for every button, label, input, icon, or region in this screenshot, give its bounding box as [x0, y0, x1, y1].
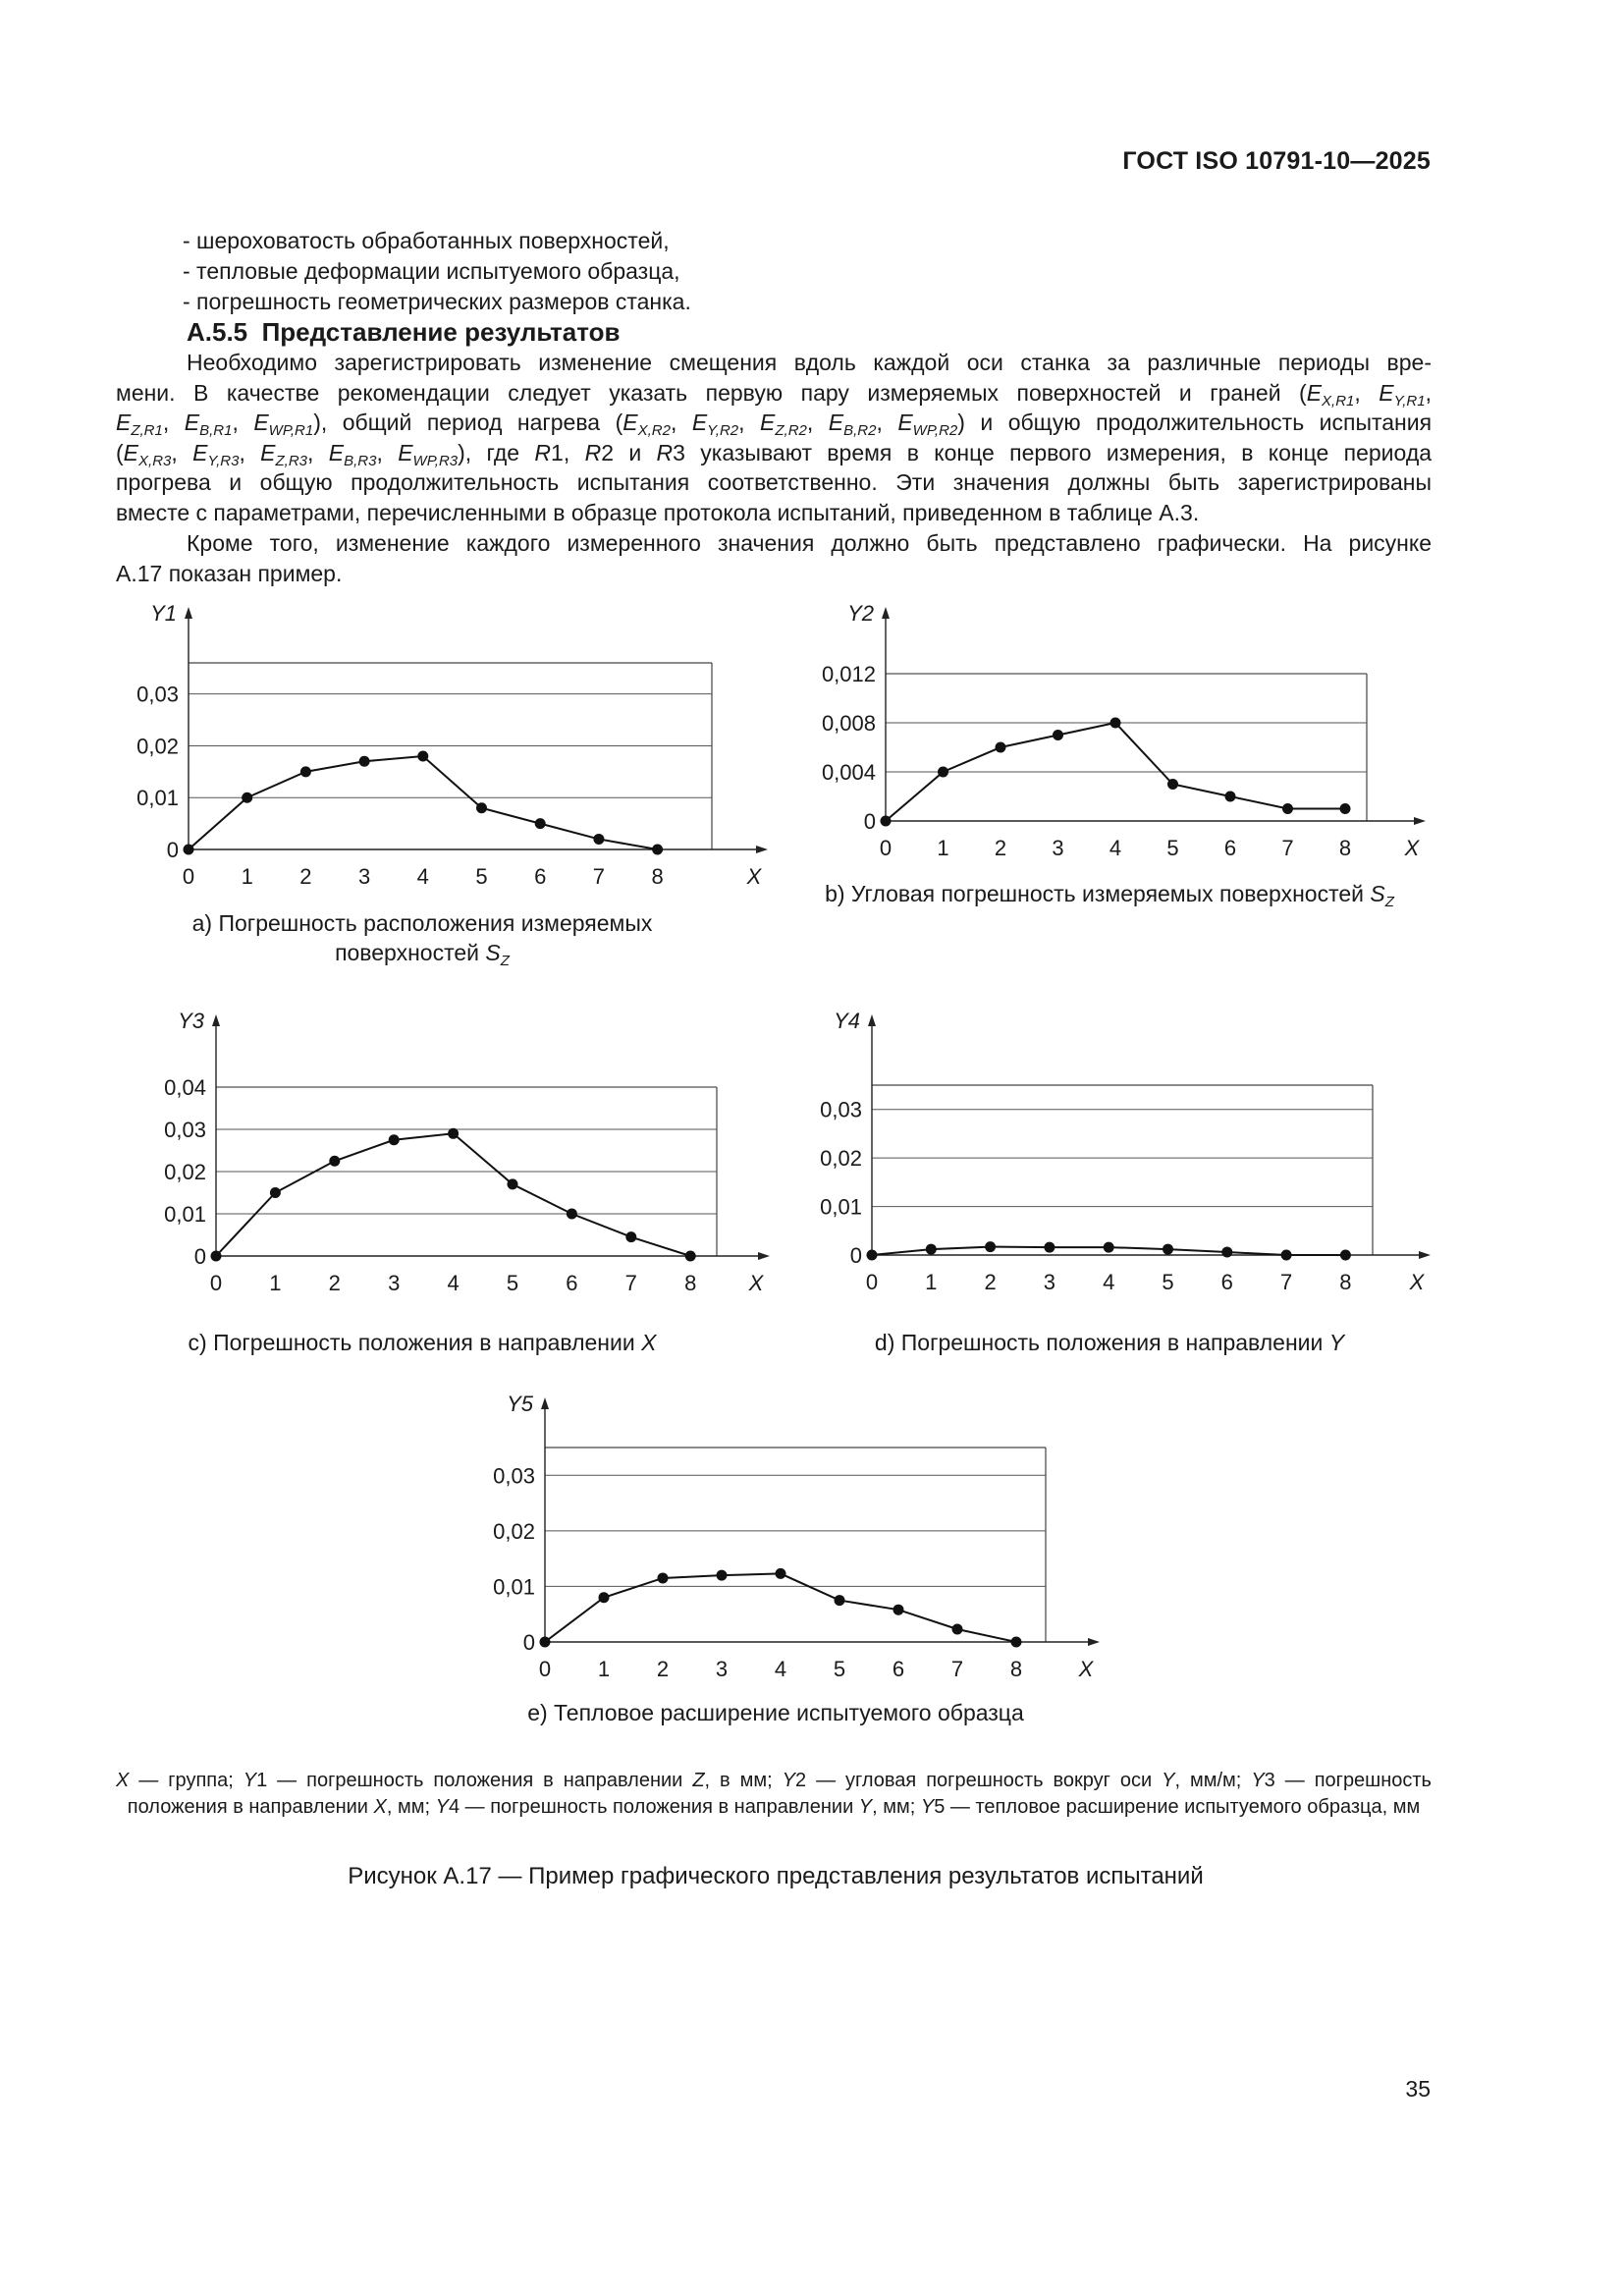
- x-axis-arrow: [1419, 1251, 1431, 1259]
- x-axis-arrow: [1414, 817, 1426, 825]
- x-tick-label: 3: [1043, 1270, 1056, 1294]
- paragraph-line: [116, 467, 1432, 498]
- y-axis-arrow: [185, 607, 192, 619]
- series-line: [189, 756, 658, 849]
- data-point: [540, 1637, 551, 1648]
- x-tick-label: 8: [684, 1271, 697, 1295]
- caption-e-text: e) Тепловое расширение испытуемого образца: [527, 1700, 1024, 1725]
- caption-b-var: S: [1370, 881, 1385, 906]
- x-tick-label: 4: [416, 864, 429, 889]
- data-point: [835, 1595, 845, 1606]
- caption-c-text: c) Погрешность положения в направлении: [188, 1330, 642, 1355]
- caption-d: [766, 1328, 1453, 1357]
- x-tick-label: 0: [538, 1657, 552, 1681]
- text-segment: E: [260, 439, 276, 465]
- text-segment: Z,R1: [131, 422, 163, 439]
- x-tick-label: 3: [1052, 836, 1064, 860]
- paragraph-line: [116, 498, 1432, 528]
- y-tick-label: 0: [849, 1243, 862, 1268]
- caption-d-var: Y: [1328, 1330, 1345, 1355]
- data-point: [1053, 730, 1063, 740]
- y-tick-label: 0,008: [821, 711, 876, 736]
- bullet-item: - шероховатость обработанных поверхностей,: [183, 228, 670, 253]
- caption-b: [766, 879, 1453, 908]
- paragraph-graphical: [116, 528, 1432, 588]
- x-tick-label: 7: [950, 1657, 964, 1681]
- text-segment: B,R1: [199, 422, 233, 439]
- bullet-list: [183, 226, 691, 317]
- text-segment: E: [123, 439, 139, 465]
- text-segment: вместе с параметрами, перечисленными в образце протокола испытаний, приведенном в таблице А.3.: [116, 499, 1200, 525]
- data-point: [1167, 779, 1178, 790]
- x-tick-label: 4: [774, 1657, 787, 1681]
- x-tick-label: 3: [388, 1271, 401, 1295]
- data-point: [952, 1623, 963, 1634]
- y-tick-label: 0: [166, 838, 179, 862]
- data-point: [985, 1241, 996, 1252]
- paragraph-line: [116, 348, 1432, 378]
- text-segment: Y: [920, 1796, 935, 1818]
- data-point: [1225, 792, 1236, 802]
- data-point: [1163, 1244, 1173, 1255]
- data-point: [300, 766, 311, 777]
- x-tick-label: 1: [937, 836, 949, 860]
- data-point: [1044, 1242, 1055, 1253]
- caption-d-text: d) Погрешность положения в направлении: [874, 1330, 1329, 1355]
- section-title: Представление результатов: [261, 317, 621, 347]
- text-segment: E: [622, 410, 638, 435]
- text-segment: X: [373, 1796, 387, 1818]
- y-tick-label: 0: [863, 809, 876, 834]
- text-segment: ) и общую продолжительность испытания: [957, 410, 1433, 435]
- data-point: [242, 793, 252, 803]
- y-tick-label: 0,012: [821, 662, 876, 686]
- text-segment: Z,R2: [775, 422, 807, 439]
- data-point: [508, 1178, 518, 1189]
- y-axis-label: Y3: [178, 1009, 204, 1033]
- data-point: [893, 1605, 904, 1615]
- text-segment: Y: [858, 1796, 873, 1818]
- paragraph-line: [116, 438, 1432, 468]
- y-tick-label: 0,03: [820, 1097, 862, 1122]
- y-tick-label: 0,03: [493, 1463, 535, 1489]
- x-tick-label: 8: [651, 864, 664, 889]
- bullet-item: - погрешность геометрических размеров станка.: [183, 289, 691, 314]
- text-segment: ,: [1425, 379, 1432, 406]
- x-axis-label: X: [746, 864, 762, 889]
- x-axis-label: X: [748, 1271, 764, 1295]
- caption-a-sub: Z: [500, 953, 510, 969]
- y-tick-label: 0,03: [164, 1118, 206, 1142]
- data-point: [685, 1251, 696, 1262]
- section-number: А.5.5: [187, 317, 248, 347]
- text-segment: ,: [162, 410, 185, 435]
- text-segment: X,R2: [637, 422, 671, 439]
- bullet-item: - тепловые деформации испытуемого образца,: [183, 258, 680, 284]
- text-segment: Y,R2: [707, 422, 739, 439]
- paragraph-line: Кроме того, изменение каждого измеренного значения должно быть представлено графически. На рисунке: [187, 530, 1432, 556]
- data-point: [417, 751, 428, 762]
- y-tick-label: 0,02: [136, 734, 179, 759]
- text-segment: Y,R3: [207, 452, 240, 469]
- data-point: [881, 816, 892, 827]
- y-tick-label: 0,01: [136, 786, 179, 811]
- text-segment: E: [1306, 379, 1323, 406]
- text-segment: WP,R3: [412, 452, 459, 469]
- text-segment: 5 — тепловое расширение испытуемого образца, мм: [934, 1796, 1421, 1818]
- text-segment: E: [828, 410, 844, 435]
- x-tick-label: 1: [925, 1270, 938, 1294]
- text-segment: ,: [232, 410, 254, 435]
- y-tick-label: 0: [522, 1630, 535, 1655]
- x-tick-label: 2: [994, 836, 1007, 860]
- x-tick-label: 1: [269, 1271, 282, 1295]
- paragraph-line: А.17 показан пример.: [116, 560, 343, 586]
- y-tick-label: 0,004: [821, 760, 876, 785]
- data-point: [1110, 718, 1121, 729]
- text-segment: мени. В качестве рекомендации следует указать первую пару измеряемых поверхностей и граней (: [116, 379, 1307, 406]
- text-segment: Y: [1251, 1770, 1265, 1791]
- y-tick-label: 0,01: [820, 1194, 862, 1220]
- text-segment: 2 — угловая погрешность вокруг оси: [794, 1770, 1163, 1791]
- text-segment: ), общий период нагрева (: [313, 410, 623, 435]
- text-segment: Z: [692, 1770, 705, 1791]
- paragraph-line: [116, 378, 1432, 409]
- x-tick-label: 5: [1166, 836, 1179, 860]
- data-point: [359, 756, 370, 767]
- text-segment: 3 указывают время в конце первого измерения, в конце периода: [673, 439, 1433, 465]
- x-tick-label: 5: [506, 1271, 519, 1295]
- text-segment: B,R2: [843, 422, 877, 439]
- text-segment: Y: [435, 1796, 449, 1818]
- text-segment: , мм;: [386, 1796, 436, 1818]
- data-point: [1221, 1247, 1232, 1258]
- x-tick-label: 4: [1103, 1270, 1115, 1294]
- caption-b-sub: Z: [1384, 894, 1394, 910]
- data-point: [1340, 1250, 1351, 1261]
- data-point: [776, 1568, 786, 1579]
- caption-a-text: поверхностей: [335, 940, 486, 965]
- text-segment: 2 и: [601, 439, 657, 465]
- paragraph-results: [116, 348, 1432, 527]
- x-tick-label: 5: [1162, 1270, 1174, 1294]
- y-tick-label: 0,02: [493, 1518, 535, 1544]
- x-tick-label: 2: [984, 1270, 997, 1294]
- x-tick-label: 4: [1109, 836, 1122, 860]
- data-point: [593, 834, 604, 845]
- text-segment: ,: [670, 410, 692, 435]
- x-tick-label: 3: [715, 1657, 729, 1681]
- data-point: [270, 1187, 281, 1198]
- data-point: [867, 1250, 878, 1261]
- text-segment: ,: [738, 410, 761, 435]
- x-tick-label: 8: [1009, 1657, 1023, 1681]
- x-tick-label: 2: [299, 864, 312, 889]
- y-tick-label: 0: [193, 1244, 206, 1269]
- y-axis-arrow: [541, 1397, 549, 1409]
- figure-caption: Рисунок А.17 — Пример графического представления результатов испытаний: [348, 1863, 1204, 1889]
- text-segment: ,: [171, 439, 193, 465]
- chart-d: [766, 1009, 1453, 1331]
- x-tick-label: 1: [597, 1657, 611, 1681]
- x-tick-label: 0: [209, 1271, 223, 1295]
- chart-b: [766, 599, 1453, 923]
- section-heading: [187, 317, 621, 348]
- paragraph-line: [116, 408, 1432, 438]
- data-point: [448, 1128, 459, 1139]
- x-tick-label: 5: [475, 864, 488, 889]
- text-segment: R: [534, 439, 552, 465]
- caption-e: [432, 1698, 1119, 1727]
- y-tick-label: 0,01: [164, 1202, 206, 1227]
- text-segment: B,R3: [344, 452, 377, 469]
- y-axis-arrow: [868, 1014, 876, 1026]
- text-segment: ,: [307, 439, 329, 465]
- x-tick-label: 7: [592, 864, 606, 889]
- text-segment: , в мм;: [704, 1770, 783, 1791]
- chart-e: [432, 1392, 1119, 1681]
- caption-c: [128, 1328, 717, 1357]
- x-tick-label: 1: [241, 864, 253, 889]
- x-tick-label: 6: [892, 1657, 905, 1681]
- data-point: [476, 802, 487, 813]
- caption-a-var: S: [485, 940, 501, 965]
- text-segment: E: [184, 410, 200, 435]
- text-segment: 1,: [551, 439, 585, 465]
- x-axis-label: X: [1404, 836, 1420, 860]
- y-tick-label: 0,02: [820, 1146, 862, 1172]
- data-point: [535, 818, 546, 829]
- data-point: [599, 1592, 610, 1603]
- x-axis-label: X: [1078, 1657, 1094, 1681]
- x-tick-label: 8: [1338, 836, 1352, 860]
- text-segment: Y: [1162, 1770, 1175, 1791]
- x-tick-label: 3: [357, 864, 371, 889]
- y-axis-arrow: [212, 1014, 220, 1026]
- data-point: [658, 1572, 669, 1583]
- text-segment: , мм;: [872, 1796, 921, 1818]
- caption-a-line1: a) Погрешность расположения измеряемых: [191, 910, 653, 936]
- caption-a: [128, 908, 717, 967]
- text-segment: 1 — погрешность положения в направлении: [256, 1770, 693, 1791]
- text-segment: X,R3: [138, 452, 172, 469]
- text-segment: X: [116, 1770, 130, 1791]
- series-line: [545, 1573, 1016, 1642]
- y-tick-label: 0,04: [164, 1075, 206, 1100]
- x-tick-label: 7: [1279, 1270, 1293, 1294]
- y-tick-label: 0,01: [493, 1574, 535, 1600]
- y-tick-label: 0,03: [136, 682, 179, 707]
- y-tick-label: 0,02: [164, 1160, 206, 1184]
- text-segment: E: [398, 439, 413, 465]
- text-segment: E: [192, 439, 208, 465]
- x-tick-label: 6: [534, 864, 547, 889]
- y-axis-label: Y1: [150, 601, 177, 626]
- text-segment: X,R1: [1322, 392, 1355, 410]
- data-point: [717, 1570, 728, 1581]
- data-point: [1011, 1637, 1022, 1648]
- text-segment: Y: [782, 1770, 795, 1791]
- data-point: [625, 1231, 636, 1242]
- text-segment: 4 — погрешность положения в направлении: [448, 1796, 859, 1818]
- caption-b-text: b) Угловая погрешность измеряемых поверхностей: [825, 881, 1371, 906]
- text-segment: E: [116, 410, 132, 435]
- data-point: [389, 1134, 400, 1145]
- text-segment: Z,R3: [275, 452, 308, 469]
- text-segment: — группа;: [129, 1770, 243, 1791]
- text-segment: (: [116, 439, 124, 465]
- text-segment: R: [656, 439, 674, 465]
- chart-c: [98, 1009, 766, 1331]
- text-segment: E: [691, 410, 708, 435]
- x-tick-label: 2: [656, 1657, 670, 1681]
- x-tick-label: 0: [865, 1270, 879, 1294]
- text-segment: прогрева и общую продолжительность испытания соответственно. Эти значения должны быть зарегистрированы: [116, 469, 1432, 495]
- x-tick-label: 5: [833, 1657, 846, 1681]
- text-segment: E: [328, 439, 345, 465]
- x-axis-label: X: [1409, 1270, 1425, 1294]
- text-segment: ,: [806, 410, 829, 435]
- x-tick-label: 7: [624, 1271, 637, 1295]
- x-axis-arrow: [1088, 1638, 1100, 1646]
- text-segment: WP,R2: [912, 422, 958, 439]
- text-segment: ,: [376, 439, 399, 465]
- data-point: [567, 1209, 577, 1220]
- data-point: [652, 845, 663, 855]
- y-axis-label: Y2: [847, 601, 874, 626]
- text-segment: , мм/м;: [1174, 1770, 1252, 1791]
- data-point: [184, 845, 194, 855]
- text-segment: E: [760, 410, 776, 435]
- text-segment: R: [584, 439, 602, 465]
- data-point: [996, 742, 1006, 753]
- text-segment: Необходимо зарегистрировать изменение смещения вдоль каждой оси станка за различные периоды вре-: [187, 350, 1432, 375]
- x-tick-label: 4: [447, 1271, 460, 1295]
- data-point: [926, 1244, 937, 1255]
- data-point: [1340, 803, 1351, 814]
- text-segment: ,: [1354, 379, 1380, 406]
- document-header: ГОСТ ISO 10791-10—2025: [1122, 147, 1431, 175]
- text-segment: E: [253, 410, 269, 435]
- text-segment: WP,R1: [268, 422, 314, 439]
- figure-legend: [116, 1768, 1432, 1821]
- y-axis-label: Y5: [507, 1392, 533, 1416]
- data-point: [329, 1156, 340, 1167]
- x-tick-label: 2: [328, 1271, 341, 1295]
- data-point: [1281, 1250, 1292, 1261]
- x-tick-label: 0: [879, 836, 893, 860]
- series-line: [216, 1133, 690, 1256]
- data-point: [938, 767, 948, 778]
- text-segment: Y: [243, 1770, 257, 1791]
- x-tick-label: 6: [1220, 1270, 1233, 1294]
- x-tick-label: 6: [566, 1271, 578, 1295]
- data-point: [1282, 803, 1293, 814]
- text-segment: E: [1379, 379, 1394, 406]
- text-segment: Y,R1: [1393, 392, 1426, 410]
- page-number: 35: [1405, 2076, 1431, 2102]
- x-tick-label: 8: [1339, 1270, 1352, 1294]
- y-axis-arrow: [882, 607, 890, 619]
- caption-a-line2: [128, 938, 717, 967]
- text-segment: 3 — погрешность положения в направлении: [127, 1770, 1432, 1818]
- caption-c-var: X: [641, 1330, 657, 1355]
- x-tick-label: 7: [1281, 836, 1294, 860]
- text-segment: ), где: [458, 439, 535, 465]
- data-point: [211, 1251, 222, 1262]
- x-tick-label: 6: [1223, 836, 1237, 860]
- text-segment: ,: [239, 439, 261, 465]
- text-segment: E: [897, 410, 913, 435]
- x-tick-label: 0: [182, 864, 195, 889]
- text-segment: ,: [876, 410, 898, 435]
- data-point: [1104, 1242, 1114, 1253]
- y-axis-label: Y4: [834, 1009, 860, 1033]
